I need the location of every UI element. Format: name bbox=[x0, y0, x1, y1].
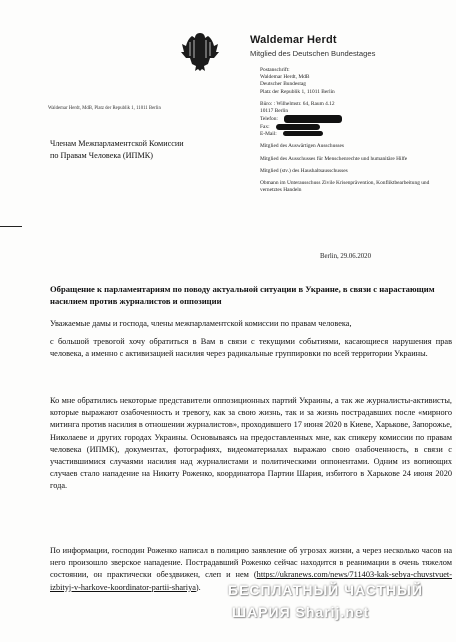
redaction-mark bbox=[283, 131, 323, 136]
postal-line: Platz der Republik 1, 11011 Berlin bbox=[260, 88, 335, 95]
committee-item: Obmann im Unterausschuss Zivile Krisenprävention, Konfliktbearbeitung und vernetztes Handeln bbox=[260, 179, 430, 194]
body-paragraph: с большой тревогой хочу обратиться в Вам в связи с текущими событиями, касающиеся нарушения прав человека, а именно с активизацией насилия через радикальные группировки по всей территории Украины. bbox=[50, 337, 452, 359]
postal-address bbox=[260, 67, 450, 96]
paragraph-text: По информации, господин Роженко написал в полицию заявление об угрозах жизни, а через несколько часов на него произошло зверское нападение. Пострадавший Роженко сейчас находится в реанимации в очень тяжелом состоянии, он практически обездвижен, слеп и нем ( bbox=[50, 546, 452, 580]
committee-item: Mitglied des Ausschusses für Menschenrechte und humanitäre Hilfe bbox=[260, 155, 408, 162]
return-address-line: Waldemar Herdt, MdB, Platz der Republik 1, 11011 Berlin bbox=[48, 106, 161, 111]
postal-label: Postanschrift: bbox=[260, 67, 290, 73]
committee-item: Mitglied des Auswärtigen Ausschusses bbox=[260, 143, 344, 150]
fax-label: Fax: bbox=[260, 123, 270, 130]
federal-eagle-icon bbox=[180, 30, 220, 72]
watermark-line: БЕСПЛАТНЫЙ ЧАСТНЫЙ bbox=[228, 582, 423, 598]
redaction-mark bbox=[284, 115, 342, 123]
recipient-block bbox=[50, 138, 184, 162]
letter-date: Berlin, 29.06.2020 bbox=[320, 253, 371, 260]
recipient-line: Членам Межпарламентской Комиссии bbox=[50, 139, 184, 148]
phone-label: Telefon: bbox=[260, 116, 278, 123]
office-line: Büro: : Wilhelmstr. 64, Raum 4.12 bbox=[260, 100, 335, 107]
email-row bbox=[260, 131, 450, 138]
salutation: Уважаемые дамы и господа, члены межпарламентской комиссии по правам человека, bbox=[50, 319, 352, 328]
sender-name: Waldemar Herdt bbox=[250, 34, 337, 46]
committee-item: Mitglied (stv.) des Haushaltsausschusses bbox=[260, 167, 348, 174]
postal-line: Waldemar Herdt, MdB bbox=[260, 74, 310, 81]
news-link[interactable]: https://ukranews.com/news/711403-kak-sebya-chuvstvuet-izbityj-v-harkove-koordinator-partii-shariya bbox=[50, 570, 452, 592]
email-label: E-Mail: bbox=[260, 131, 277, 138]
sender-title: Mitglied des Deutschen Bundestages bbox=[250, 49, 376, 58]
fold-mark bbox=[0, 226, 22, 227]
office-line: 10117 Berlin bbox=[260, 108, 289, 115]
redaction-mark bbox=[276, 124, 320, 130]
fax-row bbox=[260, 124, 450, 131]
body-paragraph: Ко мне обратились некоторые представители оппозиционных партий Украины, а так же журналисты-активисты, которые выражают озабоченность и тревогу, как за свою жизнь, так и за жизнь пострадавших после «мирного митинга против насилия в отношении журналистов», проходившего 17 июня 2020 в Киеве, Харькове, Запорожье, Николаеве и других городах Украины. Основываясь на предоставленных мне, как спикеру комиссии по правам человека (ИПМК), документах, фотографиях, видеоматериалах выражаю свою озабоченность, в связи с участившимися случаями насилия над журналистами и политическими оппонентами. Одним из вопиющих случаев стало нападение на Никиту Роженко, координатора Партии Шария, избитого в Харькове 24 июня 2020 года. bbox=[50, 396, 452, 491]
sender-info-column bbox=[260, 67, 450, 199]
letter-subject: Обращение к парламентариям по поводу актуальной ситуации в Украине, в связи с нарастающим насилием против журналистов и оппозиции bbox=[50, 284, 435, 306]
recipient-line: по Правам Человека (ИПМК) bbox=[50, 151, 153, 160]
office-address bbox=[260, 101, 450, 138]
postal-line: Deutscher Bundestag bbox=[260, 81, 306, 88]
paragraph-end: ). bbox=[195, 582, 201, 592]
watermark-line: ШАРИЯ Sharij.net bbox=[232, 604, 370, 620]
phone-row bbox=[260, 115, 450, 123]
